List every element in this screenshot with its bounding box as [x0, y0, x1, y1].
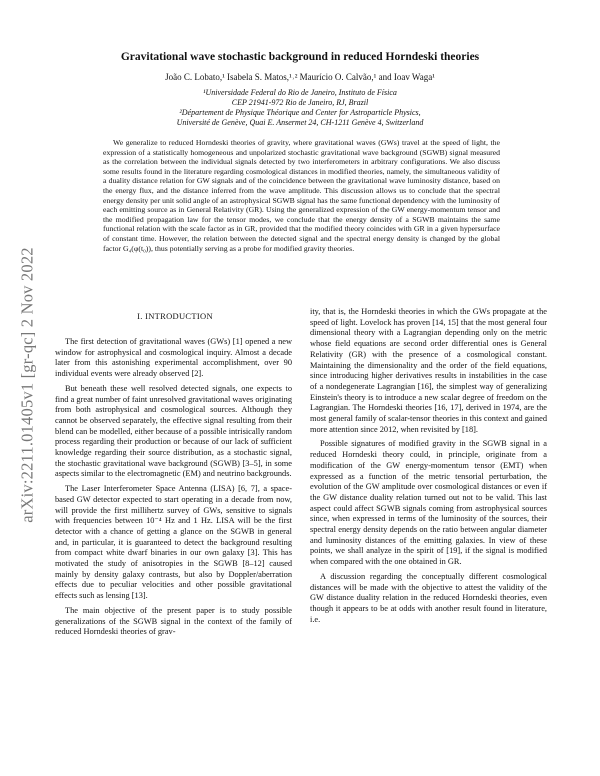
affiliation-line: ¹Universidade Federal do Rio de Janeiro, Instituto de Física — [203, 88, 397, 97]
body-paragraph: The Laser Interferometer Space Antenna (LISA) [6, 7], a space-based GW detector expected to start operating in a decade from now, will provide the first millihertz survey of GWs, sensitive to signals with frequencies between 10⁻⁴ Hz and 1 Hz. LISA will be the first detector with a chance of getting a glance on the SGWB in general and, in particular, it is guaranteed to detect the background resulting from compact white dwarf binaries in our own galaxy [3]. This has motivated the study of anisotropies in the SGWB [8–12] caused mainly by density galaxy contrasts, but also by Doppler/aberration effects due to peculiar velocities and other possible gravitational effects such as lensing [13]. — [55, 484, 292, 601]
body-paragraph: Possible signatures of modified gravity in the SGWB signal in a reduced Horndeski theory could, in principle, originate from a modification of the GW energy-momentum tensor (EMT) when expressed as a function of the metric tensorial perturbation, the evolution of the GW amplitude over cosmological distances or even if the GW distance duality relation turned out not to be valid. This last aspect could affect SGWB signals coming from astrophysical sources since, when expressed in terms of the luminosity of the sources, their spectral energy density depends on the ratio between angular diameter and luminosity distances of the emitting galaxies. In view of these points, we shall analyze in the spirit of [19], if the signal is modified when compared with the one obtained in GR. — [310, 439, 547, 567]
abstract-text: We generalize to reduced Horndeski theories of gravity, where gravitational waves (GWs) travel at the speed of light, the expression of a statistically homogeneous and unpolarized stochastic gravitational wave background (SGWB) signal measured as the correlation between the individual signals detected by two interferometers in arbitrary configurations. We also discuss some results found in the literature regarding cosmological distances in modified theories, namely, the simultaneous validity of a duality distance relation for GW signals and of the coincidence between the gravitational wave luminosity distance, based on the energy flux, and the distance inferred from the wave amplitude. This discussion allows us to conclude that the spectral energy density per unit solid angle of an astrophysical SGWB signal has the same functional dependency with the luminosity of each emitting source as in General Relativity (GR). Using the generalized expression of the GW energy-momentum tensor and the modified propagation law for the tensor modes, we conclude that the energy density of a SGWB maintains the same functional relation with the scale factor as in GR, provided that the modified theory coincides with GR in a given hypersurface of constant time. However, the relation between the detected signal and the spectral energy density is changed by the global factor G₄(φ(t₀)), thus potentially serving as a probe for modified gravity theories. — [103, 138, 500, 253]
affiliation-line: ²Département de Physique Théorique and Center for Astroparticle Physics, — [179, 108, 421, 117]
arxiv-identifier: arXiv:2211.01405v1 [gr-qc] 2 Nov 2022 — [18, 247, 38, 523]
abstract — [103, 138, 500, 253]
affiliation-line: CEP 21941-972 Rio de Janeiro, RJ, Brazil — [231, 98, 369, 107]
left-column — [55, 337, 292, 642]
right-column — [310, 307, 547, 629]
body-paragraph: The first detection of gravitational waves (GWs) [1] opened a new window for astrophysical and cosmological inquiry. Almost a decade later from this astonishing experimental accomplishment, over 90 individual events were already observed [2]. — [55, 337, 292, 379]
body-paragraph: The main objective of the present paper is to study possible generalizations of the SGWB signal in the context of the family of reduced Horndeski theories of grav- — [55, 605, 292, 637]
arxiv-side-stamp — [8, 175, 48, 595]
author-list: João C. Lobato,¹ Isabela S. Matos,¹˒² Maurício O. Calvão,¹ and Ioav Waga¹ — [165, 72, 435, 82]
affiliation-line: Université de Genève, Quai E. Ansermet 24, CH-1211 Genève 4, Switzerland — [176, 118, 424, 127]
body-paragraph: But beneath these well resolved detected signals, one expects to find a great number of faint unresolved gravitational waves originating from both astrophysical and cosmological sources. Although they cannot be observed separately, the effective signal resulting from their blend can be modelled, either because of a possible intrisically random process regarding their production or because of our lack of sufficient knowledge regarding their source distribution, as a stochastic signal, the stochastic gravitational wave background (SGWB) [3–5], in some aspects similar to the electromagnetic (EM) and neutrino backgrounds. — [55, 383, 292, 479]
body-paragraph: ity, that is, the Horndeski theories in which the GWs propagate at the speed of light. Lovelock has proven [14, 15] that the most general four dimensional theory with a Lagrangian depending only on the metric whose field equations are second order differential ones is General Relativity (GR) with the presence of a cosmological constant. Maintaining the dimensionality and the order of the field equations, since introducing higher derivatives results in instabilities in the case of a nondegenerate Lagrangian [16], the simplest way of generalizing Einstein's theory is to introduce a new scalar degree of freedom on the Lagrangian. The Horndeski theories [16, 17], derived in 1974, are the most general family of scalar-tensor theories in this context and gained more attention since 2012, when revisited by [18]. — [310, 307, 547, 434]
body-paragraph: A discussion regarding the conceptually different cosmological distances will be made with the objective to attest the validity of the GW distance duality relation in the reduced Horndeski theories, even though it appears to be at odds with another result found in literature, i.e. — [310, 571, 547, 624]
section-heading: I. INTRODUCTION — [137, 311, 213, 321]
paper-title: Gravitational wave stochastic background in reduced Horndeski theories — [120, 51, 480, 63]
